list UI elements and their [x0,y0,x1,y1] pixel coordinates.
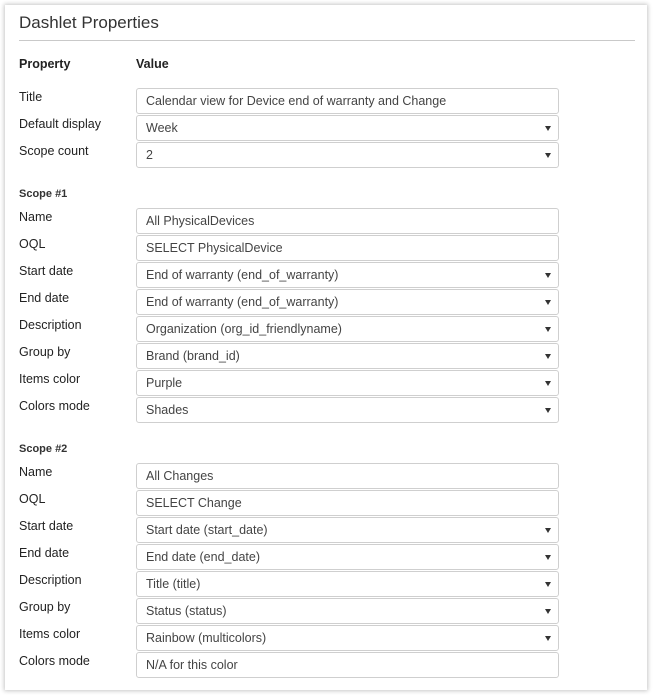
caret-down-icon [545,609,551,614]
scope-1-start-date-label: Start date [19,264,74,278]
caret-down-icon [545,300,551,305]
scope-2-oql-label: OQL [19,492,46,506]
value-column-header: Value [136,57,169,71]
scope-2-header: Scope #2 [19,443,68,455]
scope-2-group-by-value: Status (status) [146,604,227,618]
property-column-header: Property [19,57,71,71]
scope-2-colors-mode-label: Colors mode [19,654,90,668]
scope-2-end-date-select[interactable] [136,544,559,570]
scope-1-group-by-value: Brand (brand_id) [146,349,240,363]
scope-2-colors-mode-input[interactable]: N/A for this color [136,652,559,678]
scope-1-items-color-label: Items color [19,372,81,386]
scope-1-oql-input[interactable]: SELECT PhysicalDevice [136,235,559,261]
caret-down-icon [545,408,551,413]
scope-2-group-by-label: Group by [19,600,71,614]
caret-down-icon [545,327,551,332]
scope-2-start-date-select[interactable] [136,517,559,543]
scope-2-end-date-value: End date (end_date) [146,550,260,564]
scope-1-end-date-label: End date [19,291,70,305]
scope-1-name-label: Name [19,210,53,224]
caret-down-icon [545,582,551,587]
scope-count-select[interactable] [136,142,559,168]
caret-down-icon [545,528,551,533]
scope-1-colors-mode-select[interactable] [136,397,559,423]
scope-count-value: 2 [146,148,153,162]
scope-1-name-input[interactable]: All PhysicalDevices [136,208,559,234]
scope-1-colors-mode-value: Shades [146,403,189,417]
default-display-label: Default display [19,117,101,131]
scope-2-name-label: Name [19,465,53,479]
scope-2-end-date-label: End date [19,546,70,560]
scope-2-items-color-value: Rainbow (multicolors) [146,631,267,645]
scope-1-end-date-select[interactable] [136,289,559,315]
scope-1-start-date-select[interactable] [136,262,559,288]
caret-down-icon [545,126,551,131]
caret-down-icon [545,636,551,641]
scope-2-oql-input[interactable]: SELECT Change [136,490,559,516]
scope-1-description-value: Organization (org_id_friendlyname) [146,322,342,336]
scope-1-end-date-value: End of warranty (end_of_warranty) [146,295,339,309]
scope-1-oql-label: OQL [19,237,46,251]
scope-1-items-color-select[interactable] [136,370,559,396]
caret-down-icon [545,354,551,359]
title-input[interactable]: Calendar view for Device end of warranty and Change [136,88,559,114]
scope-2-items-color-label: Items color [19,627,81,641]
scope-2-description-label: Description [19,573,82,587]
title-label: Title [19,90,43,104]
default-display-value: Week [146,121,178,135]
scope-1-group-by-label: Group by [19,345,71,359]
scope-count-label: Scope count [19,144,89,158]
default-display-select[interactable] [136,115,559,141]
scope-1-group-by-select[interactable] [136,343,559,369]
scope-1-items-color-value: Purple [146,376,183,390]
caret-down-icon [545,153,551,158]
scope-2-start-date-label: Start date [19,519,74,533]
scope-2-group-by-select[interactable] [136,598,559,624]
scope-1-description-select[interactable] [136,316,559,342]
dashlet-properties-panel [5,5,647,690]
scope-2-items-color-select[interactable] [136,625,559,651]
panel-title: Dashlet Properties [19,13,159,32]
scope-2-description-select[interactable] [136,571,559,597]
scope-1-header: Scope #1 [19,188,68,200]
scope-2-start-date-value: Start date (start_date) [146,523,268,537]
scope-1-start-date-value: End of warranty (end_of_warranty) [146,268,339,282]
scope-2-name-input[interactable]: All Changes [136,463,559,489]
scope-1-colors-mode-label: Colors mode [19,399,90,413]
caret-down-icon [545,381,551,386]
caret-down-icon [545,273,551,278]
scope-2-description-value: Title (title) [146,577,201,591]
caret-down-icon [545,555,551,560]
scope-1-description-label: Description [19,318,82,332]
title-divider [19,40,635,41]
